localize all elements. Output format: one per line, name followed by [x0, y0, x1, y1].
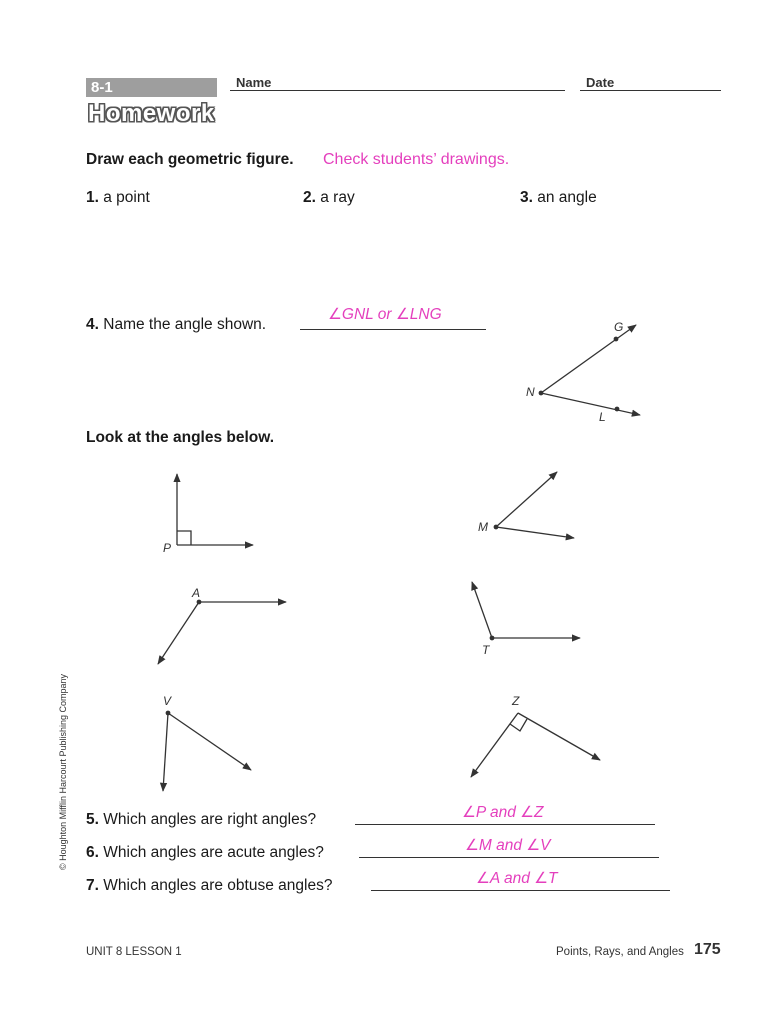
question-number: 7.: [86, 877, 99, 894]
name-label: Name: [236, 75, 272, 90]
instructions-text: Draw each geometric figure.: [86, 151, 294, 168]
ray-nl: [541, 393, 640, 415]
copyright-text: © Houghton Mifflin Harcourt Publishing Company: [58, 673, 68, 870]
point-v: [166, 711, 171, 716]
question-text: Name the angle shown.: [103, 316, 267, 333]
question-text: Which angles are obtuse angles?: [103, 877, 333, 894]
item-text: an angle: [537, 189, 597, 206]
question-number: 5.: [86, 811, 99, 828]
ray-v-right: [168, 713, 251, 770]
item-number: 2.: [303, 189, 316, 206]
item-text: a ray: [320, 189, 355, 206]
answer-line-6: [359, 857, 659, 858]
ray-t-up: [472, 582, 492, 638]
question-text: Which angles are acute angles?: [103, 844, 324, 861]
question-text: Which angles are right angles?: [103, 811, 317, 828]
question-5: [86, 811, 316, 829]
point-n: [539, 391, 544, 396]
ray-v-down: [163, 713, 168, 791]
item-number: 3.: [520, 189, 533, 206]
label-t: T: [482, 643, 490, 657]
date-label: Date: [586, 75, 615, 90]
point-t: [490, 636, 495, 641]
label-g: G: [614, 320, 624, 334]
right-angle-mark-p: [177, 531, 191, 545]
item-number: 1.: [86, 189, 99, 206]
question-number: 6.: [86, 844, 99, 861]
ray-a-down: [158, 602, 199, 664]
item-text: a point: [103, 189, 150, 206]
answer-line-5: [355, 824, 655, 825]
question-7: [86, 877, 332, 895]
point-l: [615, 407, 620, 412]
answer-line-7: [371, 890, 670, 891]
lesson-badge: 8-1: [86, 78, 217, 97]
label-a: A: [192, 586, 201, 600]
section-heading: Look at the angles below.: [86, 429, 275, 446]
ray-m-up: [496, 472, 557, 527]
ray-z-left: [471, 713, 518, 777]
label-z: Z: [512, 694, 520, 708]
answer-5: ∠P and ∠Z: [462, 804, 544, 821]
label-p: P: [163, 541, 172, 555]
answer-7: ∠A and ∠T: [476, 870, 558, 887]
question-6: [86, 844, 324, 862]
page-number: 175: [694, 941, 721, 958]
point-a: [197, 600, 202, 605]
point-g: [614, 337, 619, 342]
question-number: 4.: [86, 316, 99, 333]
label-n: N: [526, 385, 535, 399]
instructions-answer: Check students’ drawings.: [323, 151, 510, 168]
footer-topic: Points, Rays, and Angles: [556, 946, 684, 958]
label-l: L: [599, 410, 606, 424]
footer-unit-lesson: UNIT 8 LESSON 1: [86, 946, 182, 958]
homework-title: Homework: [88, 100, 215, 127]
answer-4: ∠GNL or ∠LNG: [328, 306, 442, 323]
answer-6: ∠M and ∠V: [465, 837, 551, 854]
ray-ng: [541, 325, 636, 393]
ray-m-right: [496, 527, 574, 538]
ray-z-right: [518, 713, 600, 760]
point-m: [494, 525, 499, 530]
label-m: M: [478, 520, 488, 534]
label-v: V: [163, 694, 172, 708]
